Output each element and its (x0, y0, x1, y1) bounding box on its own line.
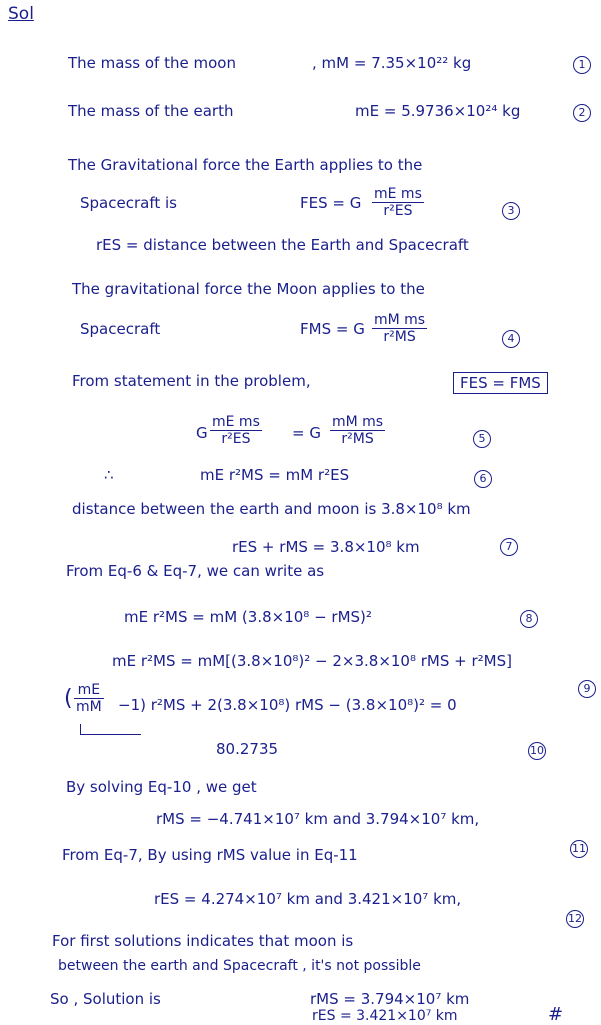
moon-mass-label: The mass of the moon (68, 54, 236, 72)
eq7-equation: rES + rMS = 3.8×10⁸ km (232, 538, 420, 556)
eq-number-5: 5 (473, 430, 491, 448)
mass-ratio-denominator: mM (76, 699, 102, 715)
rms-solutions: rMS = −4.741×10⁷ km and 3.794×10⁷ km, (156, 810, 480, 828)
bracket-under-ratio (80, 724, 141, 735)
first-solution-text: For first solutions indicates that moon is (52, 932, 354, 950)
mass-ratio-fraction (74, 682, 104, 715)
end-mark: # (548, 1004, 564, 1025)
fms-equation: FMS = G (300, 320, 365, 338)
expanded-equation: mE r²MS = mM[(3.8×10⁸)² − 2×3.8×10⁸ rMS + r²MS] (112, 652, 512, 670)
eq8-equation: mE r²MS = mM (3.8×10⁸ − rMS)² (124, 608, 372, 626)
statement-text: From statement in the problem, (72, 372, 311, 390)
eq-number-12: 12 (566, 910, 584, 928)
fes-numerator: mE ms (374, 186, 422, 202)
from-eq6-eq7-text: From Eq-6 & Eq-7, we can write as (66, 562, 325, 580)
not-possible-text: between the earth and Spacecraft , it's not possible (58, 958, 421, 974)
gravitational-force-moon-text: The gravitational force the Moon applies to the (72, 280, 425, 298)
eq-number-2: 2 (573, 104, 591, 122)
eq-number-6: 6 (474, 470, 492, 488)
earth-moon-distance-text: distance between the earth and moon is 3.8×10⁸ km (72, 500, 471, 518)
eq5-right-denominator: r²MS (341, 431, 374, 447)
eq5-fraction-right (330, 414, 385, 447)
therefore-symbol: ∴ (104, 466, 114, 484)
open-paren: ( (64, 686, 73, 711)
header-sol: Sol (8, 4, 34, 24)
final-rms: rMS = 3.794×10⁷ km (310, 990, 470, 1008)
earth-mass-label: The mass of the earth (68, 102, 234, 120)
fms-denominator: r²MS (383, 329, 416, 345)
by-solving-text: By solving Eq-10 , we get (66, 778, 257, 796)
eq-number-8: 8 (520, 610, 538, 628)
fms-numerator: mM ms (374, 312, 426, 328)
fes-fraction (372, 186, 424, 219)
mass-ratio-numerator: mE (74, 682, 104, 699)
gravitational-force-earth-text: The Gravitational force the Earth applies to the (68, 156, 423, 174)
spacecraft-label-2: Spacecraft (80, 320, 161, 338)
res-solutions: rES = 4.274×10⁷ km and 3.421×10⁷ km, (154, 890, 462, 908)
eq-number-10: 10 (528, 742, 546, 760)
eq5-fraction-left (210, 414, 262, 447)
eq-number-7: 7 (500, 538, 518, 556)
so-solution-label: So , Solution is (50, 990, 161, 1008)
ratio-value: 80.2735 (216, 740, 279, 758)
final-res: rES = 3.421×10⁷ km (312, 1008, 458, 1024)
quadratic-equation: −1) r²MS + 2(3.8×10⁸) rMS − (3.8×10⁸)² = 0 (118, 696, 457, 714)
fes-equation: FES = G (300, 194, 362, 212)
eq5-right-numerator: mM ms (332, 414, 384, 430)
res-definition: rES = distance between the Earth and Spacecraft (96, 236, 469, 254)
spacecraft-label-1: Spacecraft is (80, 194, 177, 212)
eq5-left-numerator: mE ms (212, 414, 260, 430)
from-eq7-text: From Eq-7, By using rMS value in Eq-11 (62, 846, 358, 864)
fms-fraction (372, 312, 427, 345)
eq-number-11: 11 (570, 840, 588, 858)
eq6-equation: mE r²MS = mM r²ES (200, 466, 350, 484)
eq5-g-left: G (196, 424, 208, 442)
fes-denominator: r²ES (383, 203, 413, 219)
eq-number-4: 4 (502, 330, 520, 348)
eq5-left-denominator: r²ES (221, 431, 251, 447)
fes-equals-fms-box: FES = FMS (453, 372, 548, 394)
earth-mass-equation: mE = 5.9736×10²⁴ kg (355, 102, 521, 120)
eq-number-3: 3 (502, 202, 520, 220)
eq5-equals-g: = G (292, 424, 321, 442)
eq-number-9: 9 (578, 680, 596, 698)
moon-mass-equation: , mM = 7.35×10²² kg (312, 54, 472, 72)
eq-number-1: 1 (573, 56, 591, 74)
